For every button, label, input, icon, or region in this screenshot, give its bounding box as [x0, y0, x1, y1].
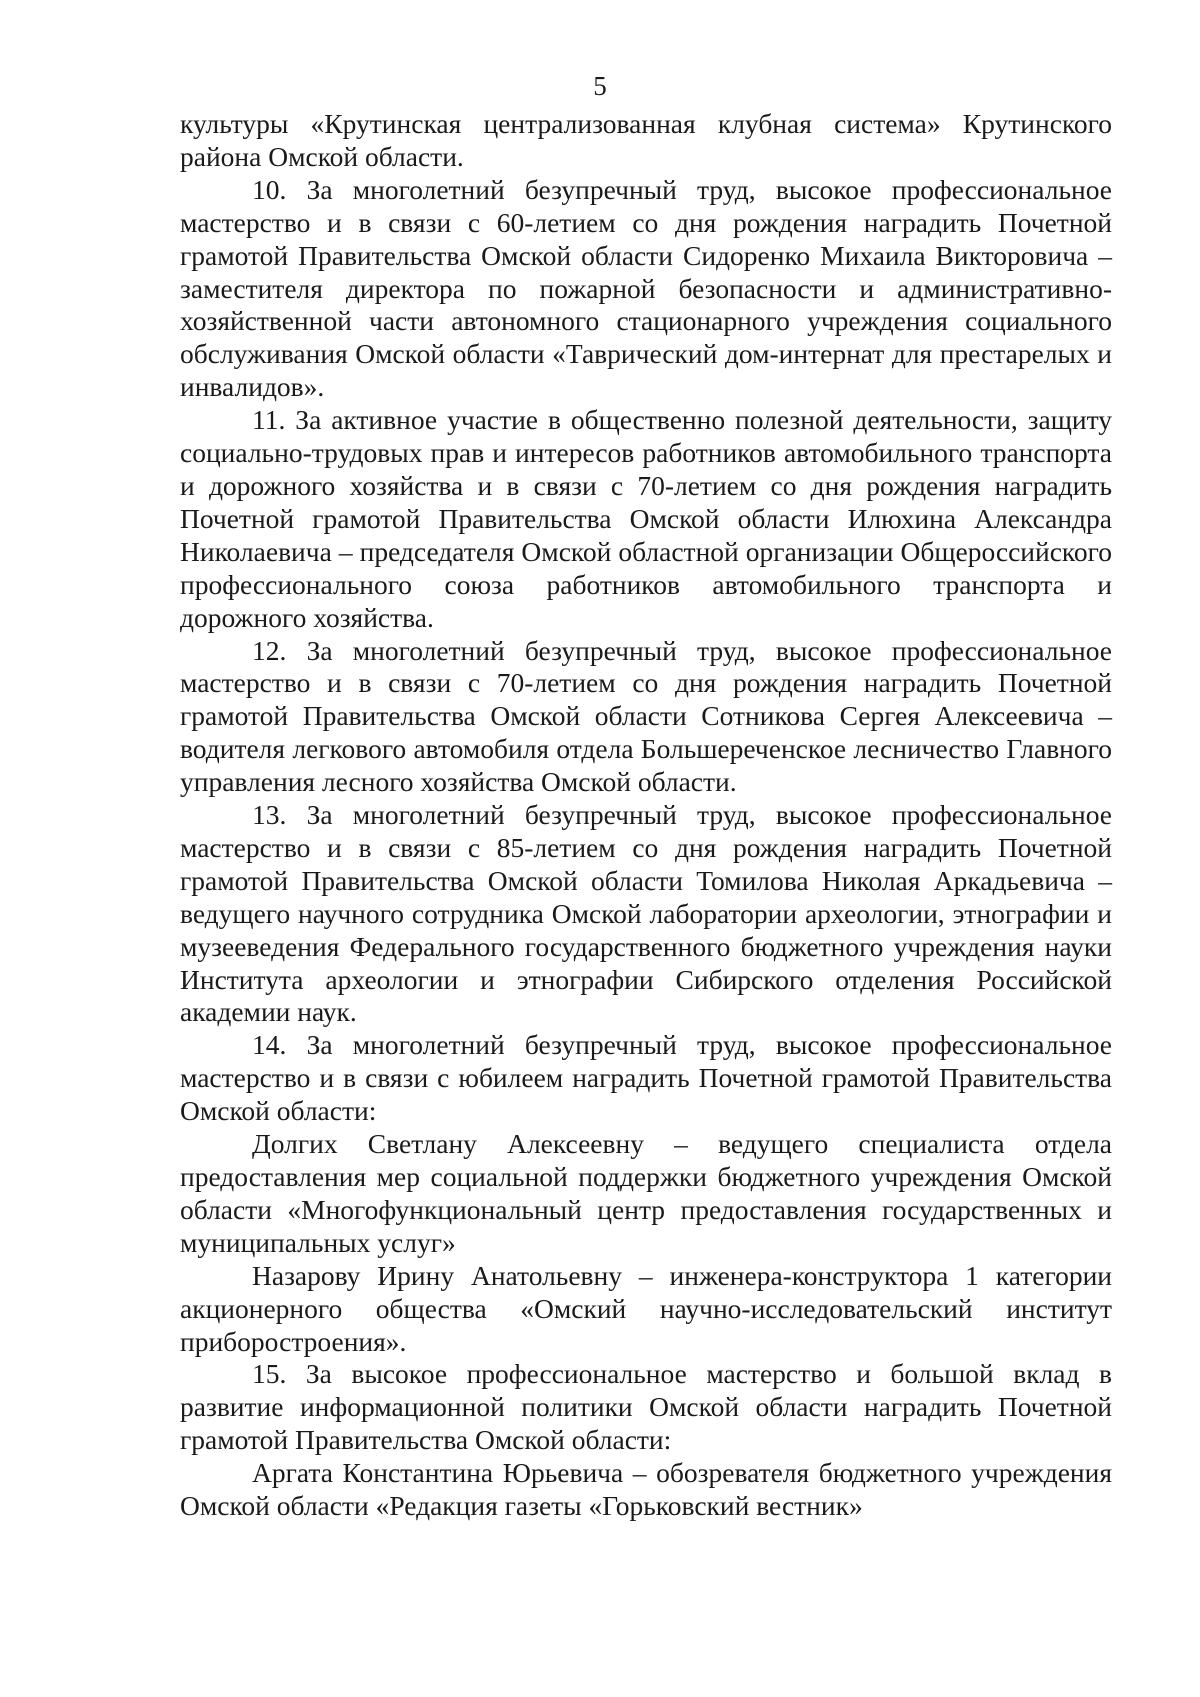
paragraph-awardee-argata: Аргата Константина Юрьевича – обозревателя бюджетного учреждения Омской области «Редакция газеты «Горьковский вестник»	[180, 1457, 1112, 1522]
paragraph-awardee-dolgikh: Долгих Светлану Алексеевну – ведущего специалиста отдела предоставления мер социальной поддержки бюджетного учреждения Омской области «Многофункциональный центр предоставления государственных и муниципальных услуг»	[180, 1128, 1112, 1258]
paragraph-item-15: 15. За высокое профессиональное мастерство и большой вклад в развитие информационной политики Омской области наградить Почетной грамотой Правительства Омской области:	[180, 1358, 1112, 1456]
document-body	[180, 108, 1112, 1523]
paragraph-item-14: 14. За многолетний безупречный труд, высокое профессиональное мастерство и в связи с юбилеем наградить Почетной грамотой Правительства Омской области:	[180, 1029, 1112, 1127]
paragraph-awardee-nazarova: Назарову Ирину Анатольевну – инженера-конструктора 1 категории акционерного общества «Омский научно-исследовательский институт приборостроения».	[180, 1259, 1112, 1357]
paragraph-item-13: 13. За многолетний безупречный труд, высокое профессиональное мастерство и в связи с 85-летием со дня рождения наградить Почетной грамотой Правительства Омской области Томилова Николая Аркадьевича – ведущего научного сотрудника Омской лаборатории археологии, этнографии и музееведения Федерального государственного бюджетного учреждения науки Института археологии и этнографии Сибирского отделения Российской академии наук.	[180, 799, 1112, 1028]
paragraph-item-10: 10. За многолетний безупречный труд, высокое профессиональное мастерство и в связи с 60-летием со дня рождения наградить Почетной грамотой Правительства Омской области Сидоренко Михаила Викторовича – заместителя директора по пожарной безопасности и административно-хозяйственной части автономного стационарного учреждения социального обслуживания Омской области «Таврический дом-интернат для престарелых и инвалидов».	[180, 173, 1112, 403]
paragraph-1: культуры «Крутинская централизованная клубная система» Крутинского района Омской области.	[180, 108, 1112, 172]
paragraph-item-11: 11. За активное участие в общественно полезной деятельности, защиту социально-трудовых прав и интересов работников автомобильного транспорта и дорожного хозяйства и в связи с 70-летием со дня рождения наградить Почетной грамотой Правительства Омской области Илюхина Александра Николаевича – председателя Омской областной организации Общероссийского профессионального союза работников автомобильного транспорта и дорожного хозяйства.	[180, 404, 1112, 633]
paragraph-item-12: 12. За многолетний безупречный труд, высокое профессиональное мастерство и в связи с 70-летием со дня рождения наградить Почетной грамотой Правительства Омской области Сотникова Сергея Алексеевича – водителя легкового автомобиля отдела Большереченское лесничество Главного управления лесного хозяйства Омской области.	[180, 634, 1112, 798]
page-number: 5	[593, 71, 607, 101]
